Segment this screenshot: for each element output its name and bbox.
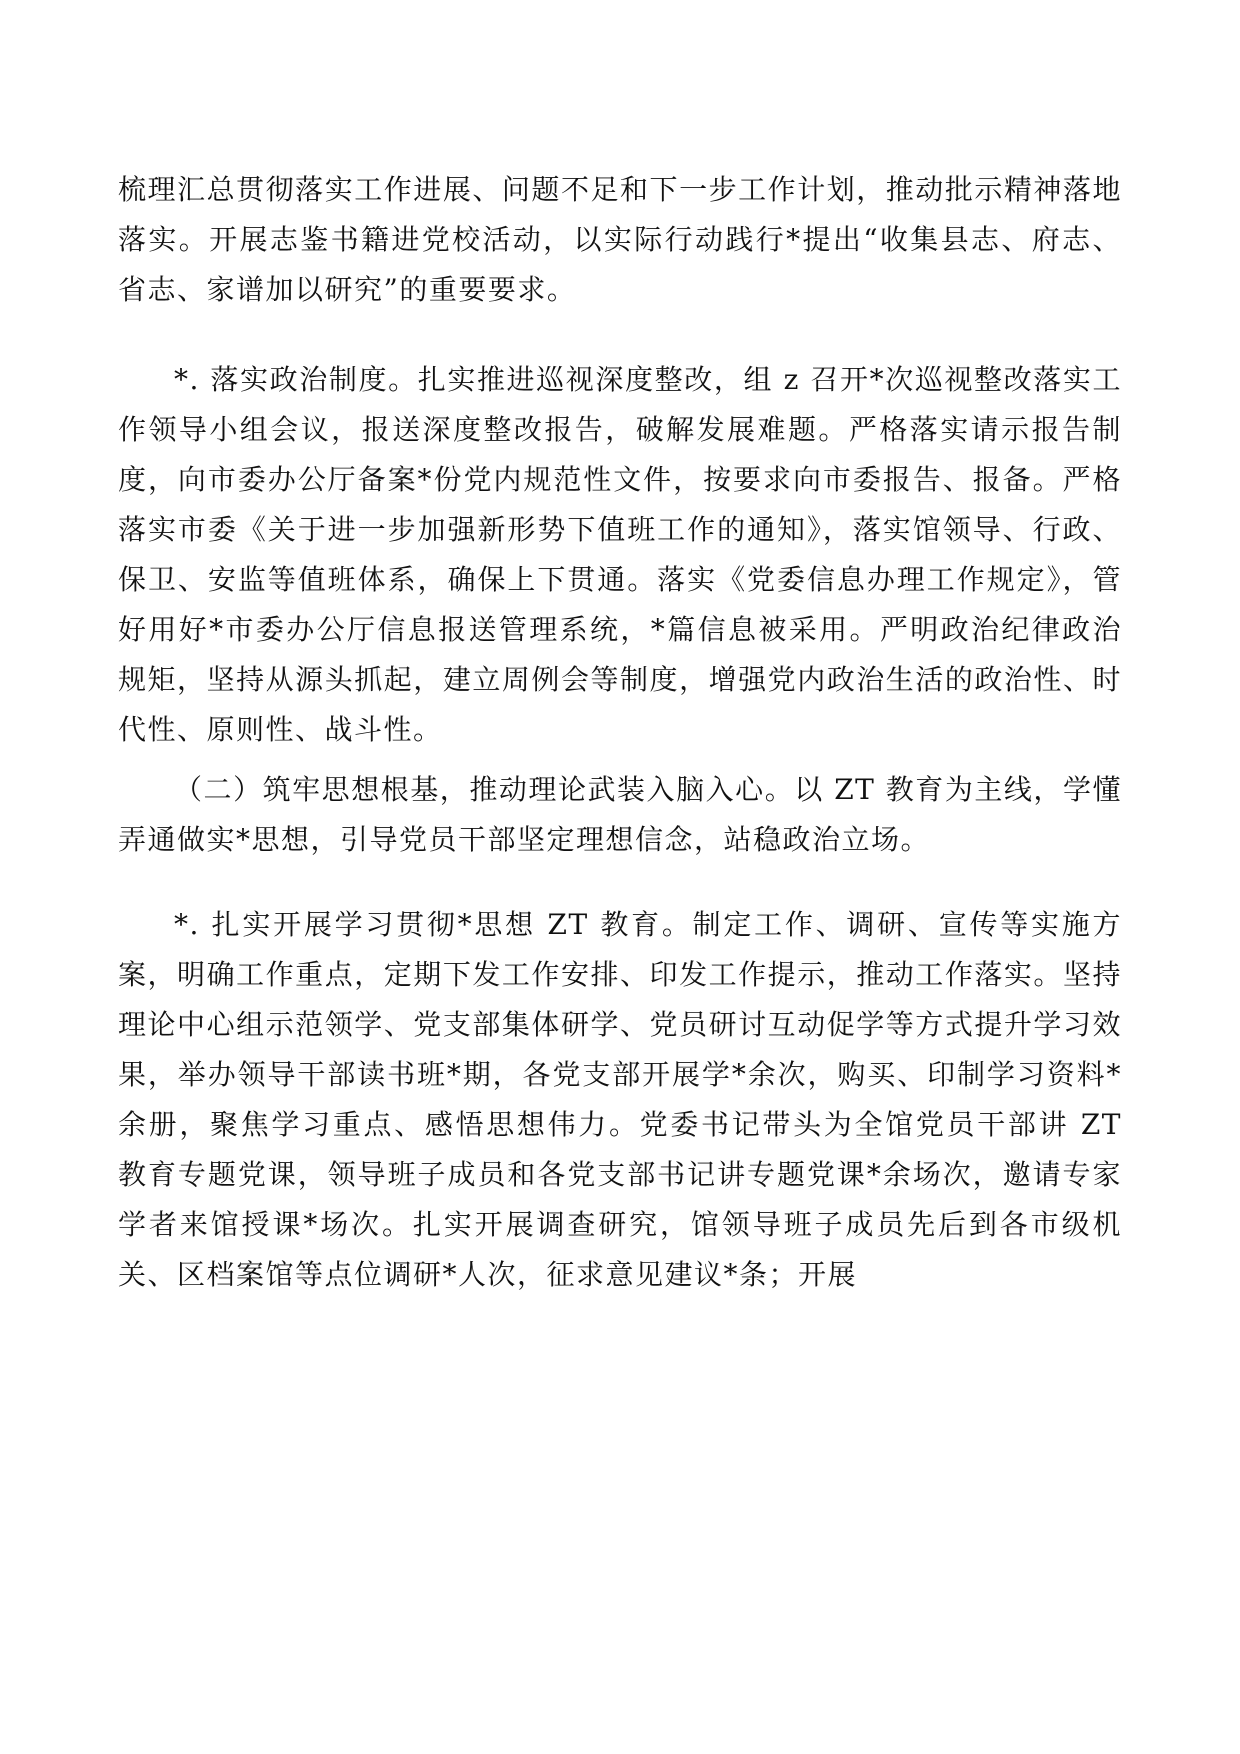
paragraph-continuation: 梳理汇总贯彻落实工作进展、问题不足和下一步工作计划，推动批示精神落地落实。开展志鉴书籍进党校活动，以实际行动践行*提出“收集县志、府志、省志、家谱加以研究”的重要要求。 [118,173,1122,306]
paragraph-zt-education: *. 扎实开展学习贯彻*思想 ZT 教育。制定工作、调研、宣传等实施方案，明确工作重点，定期下发工作安排、印发工作提示，推动工作落实。坚持理论中心组示范领学、党支部集体研学、党员研讨互动促学等方式提升学习效果，举办领导干部读书班*期，各党支部开展学*余次，购买、印制学习资料*余册，聚焦学习重点、感悟思想伟力。党委书记带头为全馆党员干部讲 ZT 教育专题党课，领导班子成员和各党支部书记讲专题党课*余场次，邀请专家学者来馆授课*场次。扎实开展调查研究，馆领导班子成员先后到各市级机关、区档案馆等点位调研*人次，征求意见建议*条；开展 [118,908,1122,1291]
paragraph-political-system: *. 落实政治制度。扎实推进巡视深度整改，组 z 召开*次巡视整改落实工作领导小组会议，报送深度整改报告，破解发展难题。严格落实请示报告制度，向市委办公厅备案*份党内规范性文件，按要求向市委报告、报备。严格落实市委《关于进一步加强新形势下值班工作的通知》，落实馆领导、行政、保卫、安监等值班体系，确保上下贯通。落实《党委信息办理工作规定》，管好用好*市委办公厅信息报送管理系统，*篇信息被采用。严明政治纪律政治规矩，坚持从源头抓起，建立周例会等制度，增强党内政治生活的政治性、时代性、原则性、战斗性。 [118,363,1122,746]
section-heading-ideology: （二）筑牢思想根基，推动理论武装入脑入心。以 ZT 教育为主线，学懂弄通做实*思想，引导党员干部坚定理想信念，站稳政治立场。 [118,773,1122,856]
